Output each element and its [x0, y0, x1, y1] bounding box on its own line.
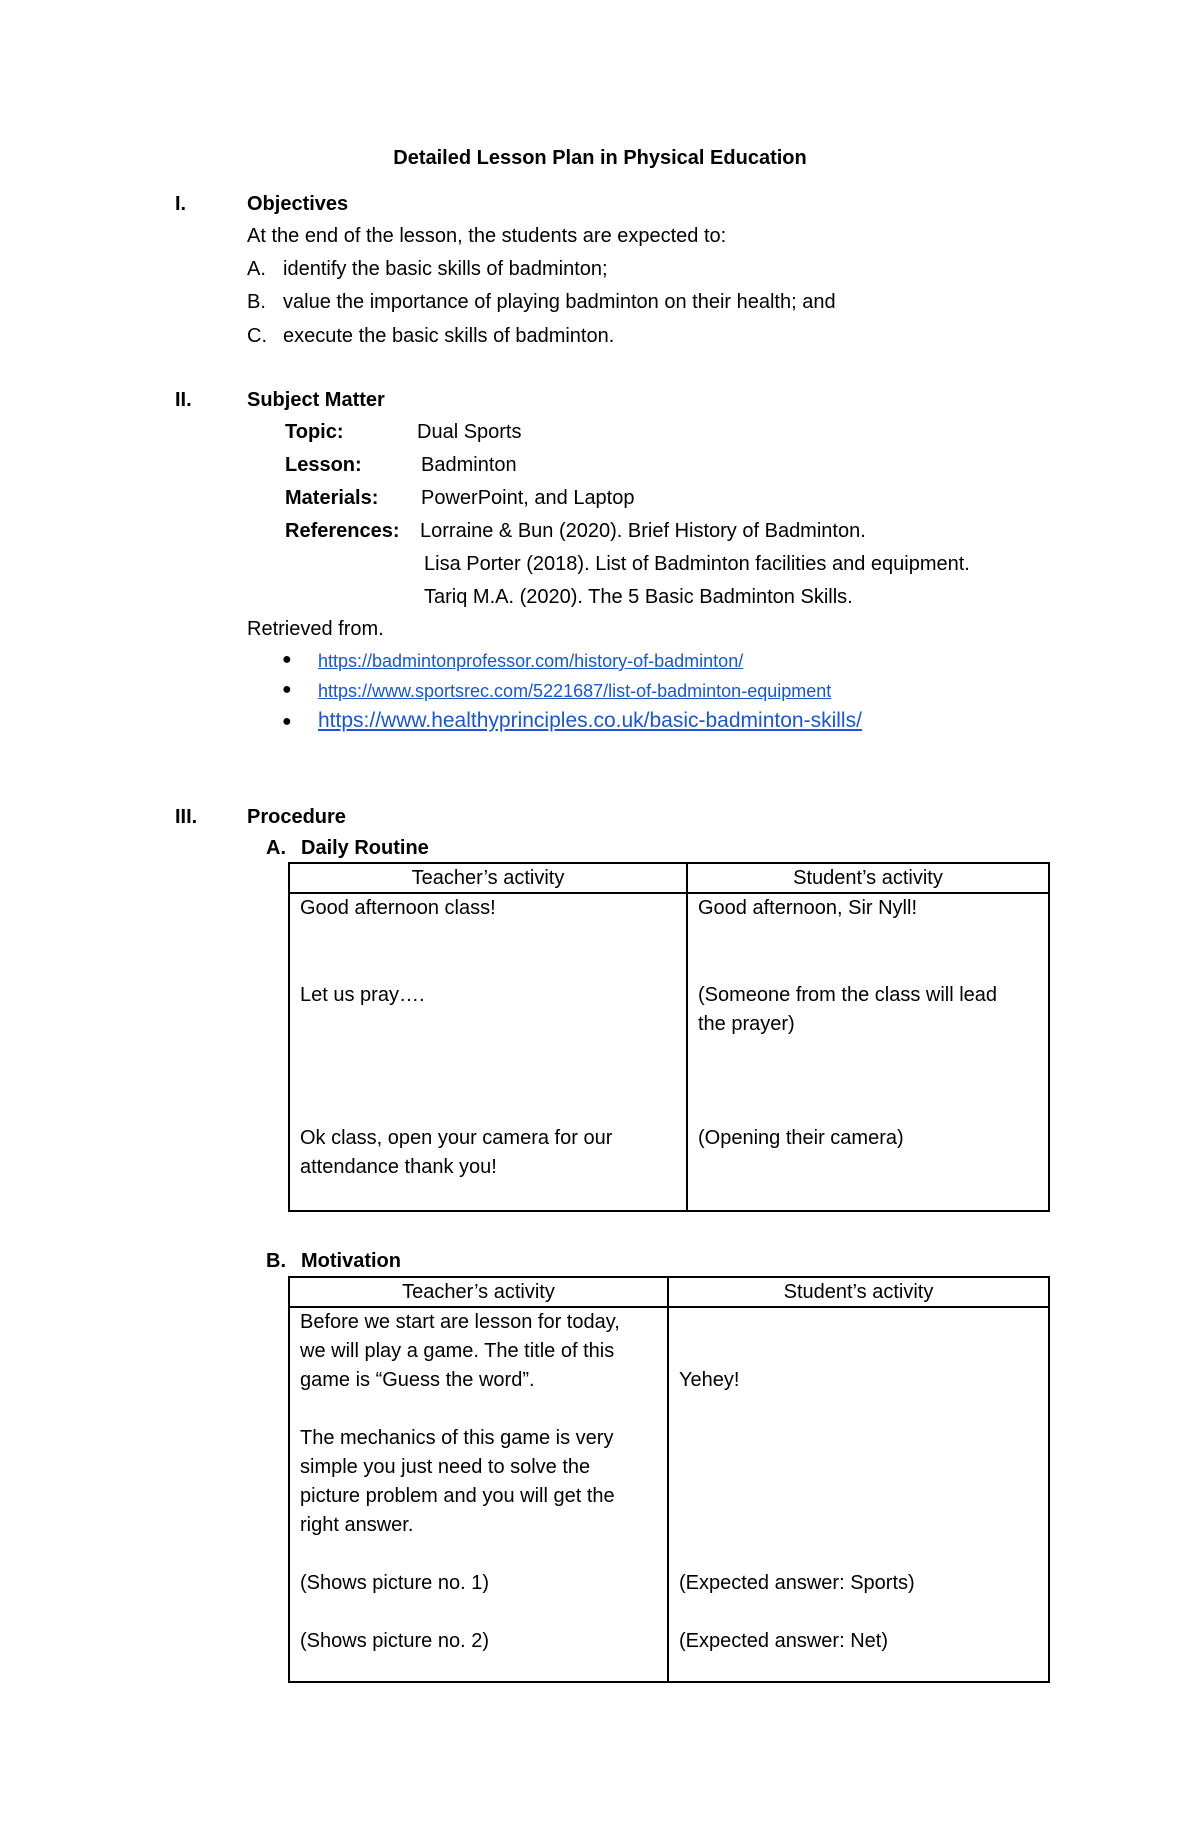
reference-item: Lisa Porter (2018). List of Badminton facilities and equipment. — [424, 553, 970, 575]
section-numeral: II. — [175, 389, 192, 411]
student-line: the prayer) — [698, 1013, 795, 1035]
objective-item: value the importance of playing badminton on their health; and — [283, 291, 836, 313]
section-numeral: I. — [175, 193, 187, 215]
subject-matter-heading: Subject Matter — [247, 389, 385, 411]
objectives-intro: At the end of the lesson, the students are expected to: — [247, 225, 727, 247]
daily-routine-table — [288, 862, 1050, 1212]
column-header-teacher: Teacher’s activity — [289, 863, 687, 893]
objectives-heading: Objectives — [247, 193, 349, 215]
teacher-line: Before we start are lesson for today, — [300, 1311, 620, 1333]
page-title: Detailed Lesson Plan in Physical Education — [393, 147, 807, 169]
reference-item: Lorraine & Bun (2020). Brief History of Badminton. — [420, 520, 866, 542]
student-line: (Expected answer: Sports) — [679, 1572, 915, 1594]
objective-letter: B. — [247, 291, 266, 313]
teacher-line: Let us pray…. — [300, 984, 425, 1006]
teacher-line: game is “Guess the word”. — [300, 1369, 535, 1391]
bullet-icon: ● — [282, 713, 292, 730]
subsection-letter: B. — [266, 1250, 286, 1272]
objective-item: execute the basic skills of badminton. — [283, 325, 615, 347]
reference-link[interactable]: https://badmintonprofessor.com/history-of-badminton/ — [318, 651, 744, 671]
teacher-line: picture problem and you will get the — [300, 1485, 615, 1507]
bullet-icon: ● — [282, 681, 292, 698]
retrieved-from: Retrieved from. — [247, 618, 384, 640]
objective-letter: C. — [247, 325, 267, 347]
lesson-value: Badminton — [421, 454, 517, 476]
teacher-line: attendance thank you! — [300, 1156, 497, 1178]
topic-label: Topic: — [285, 421, 344, 443]
column-header-student: Student’s activity — [687, 863, 1049, 893]
reference-item: Tariq M.A. (2020). The 5 Basic Badminton Skills. — [424, 586, 853, 608]
student-line: Good afternoon, Sir Nyll! — [698, 897, 917, 919]
teacher-line: Good afternoon class! — [300, 897, 496, 919]
teacher-line: (Shows picture no. 2) — [300, 1630, 489, 1652]
student-line: (Someone from the class will lead — [698, 984, 998, 1006]
student-line: (Expected answer: Net) — [679, 1630, 888, 1652]
student-line: Yehey! — [679, 1369, 740, 1391]
teacher-line: (Shows picture no. 1) — [300, 1572, 489, 1594]
topic-value: Dual Sports — [417, 421, 522, 443]
reference-link[interactable]: https://www.sportsrec.com/5221687/list-of-badminton-equipment — [318, 681, 832, 701]
student-line: (Opening their camera) — [698, 1127, 904, 1149]
daily-routine-heading: Daily Routine — [301, 837, 429, 859]
teacher-activity-cell — [289, 893, 687, 1211]
student-activity-cell — [668, 1307, 1049, 1682]
references-label: References: — [285, 520, 400, 542]
teacher-line: we will play a game. The title of this — [300, 1340, 615, 1362]
procedure-heading: Procedure — [247, 806, 346, 828]
teacher-line: right answer. — [300, 1514, 414, 1536]
motivation-table — [288, 1276, 1050, 1683]
teacher-line: The mechanics of this game is very — [300, 1427, 614, 1449]
teacher-activity-cell — [289, 1307, 668, 1682]
student-activity-cell — [687, 893, 1049, 1211]
teacher-line: Ok class, open your camera for our — [300, 1127, 613, 1149]
column-header-teacher: Teacher’s activity — [289, 1277, 668, 1307]
section-numeral: III. — [175, 806, 198, 828]
lesson-label: Lesson: — [285, 454, 362, 476]
column-header-student: Student’s activity — [668, 1277, 1049, 1307]
bullet-icon: ● — [282, 651, 292, 668]
materials-value: PowerPoint, and Laptop — [421, 487, 635, 509]
teacher-line: simple you just need to solve the — [300, 1456, 591, 1478]
objective-item: identify the basic skills of badminton; — [283, 258, 608, 280]
subsection-letter: A. — [266, 837, 286, 859]
objective-letter: A. — [247, 258, 266, 280]
motivation-heading: Motivation — [301, 1250, 401, 1272]
reference-link[interactable]: https://www.healthyprinciples.co.uk/basic-badminton-skills/ — [318, 709, 862, 732]
materials-label: Materials: — [285, 487, 379, 509]
